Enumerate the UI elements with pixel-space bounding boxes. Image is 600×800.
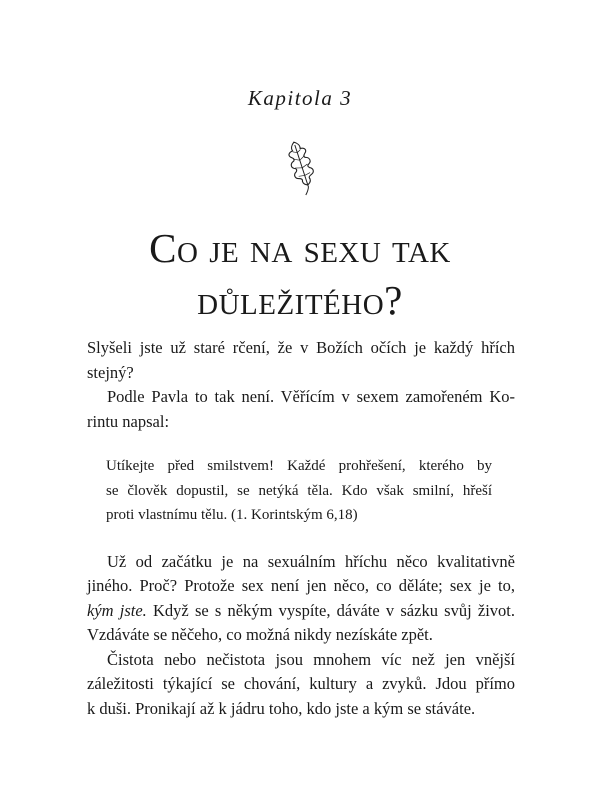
text-run: Když se s někým vyspíte, dáváte v sázku svůj život. — [146, 600, 515, 620]
paragraph-4 — [87, 648, 515, 722]
text-line: záležitosti týkající se chování, kultury a zvyků. Jdou přímo — [87, 674, 515, 693]
chapter-title-line1: Co je na sexu tak — [149, 225, 451, 271]
text-line: Podle Pavla to tak není. Věřícím v sexem zamořeném Ko- — [107, 387, 515, 406]
paragraph-3 — [87, 550, 515, 648]
paragraph-2 — [87, 385, 515, 434]
text-line: rintu napsal: — [87, 411, 170, 431]
oak-leaf-icon — [286, 138, 316, 196]
chapter-title — [0, 222, 600, 326]
text-line: jiného. Proč? Protože sex není jen něco, co děláte; sex je to, — [87, 576, 515, 595]
text-line: Slyšeli jste už staré rčení, že v Božích očích je každý hřích — [87, 338, 515, 357]
text-line: stejný? — [87, 362, 134, 382]
emphasis-text: kým jste. — [87, 600, 147, 620]
quote-line: Utíkejte před smilstvem! Každé prohřešení, kterého by — [106, 458, 492, 474]
body-text — [87, 336, 515, 721]
chapter-title-line2: důležitého? — [197, 277, 403, 323]
text-line: k duši. Pronikají až k jádru toho, kdo jste a kým se stáváte. — [87, 698, 476, 718]
text-line: Čistota nebo nečistota jsou mnohem víc než jen vnější — [107, 649, 515, 669]
text-line: Vzdáváte se něčeho, co možná nikdy nezískáte zpět. — [87, 625, 433, 644]
quote-line: se člověk dopustil, se netýká těla. Kdo však smilní, hřeší — [106, 482, 492, 499]
block-quote — [106, 454, 492, 528]
text-line: Už od začátku je na sexuálním hříchu něco kvalitativně — [107, 551, 515, 571]
paragraph-1 — [87, 336, 515, 385]
quote-line: proti vlastnímu tělu. (1. Korintským 6,18) — [106, 507, 358, 523]
chapter-label: Kapitola 3 — [247, 86, 353, 110]
text-line — [87, 599, 515, 624]
